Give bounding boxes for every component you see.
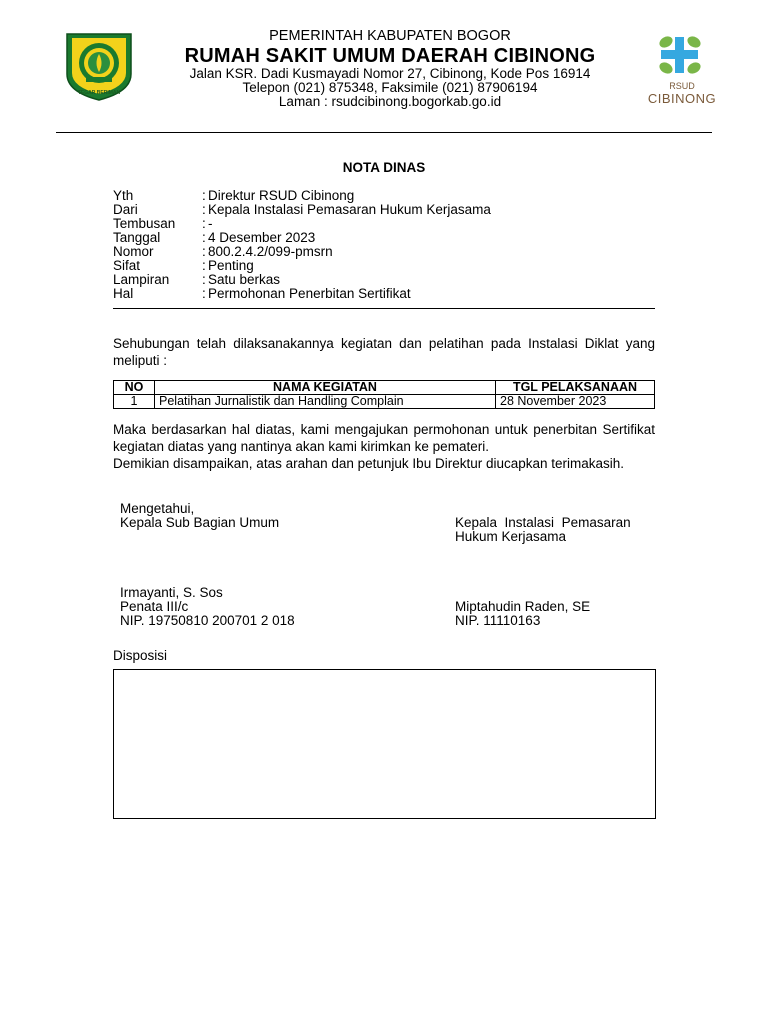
meta-colon: :: [202, 258, 206, 273]
meta-colon: :: [202, 286, 206, 301]
meta-key: Yth: [113, 188, 134, 203]
hospital-name: RUMAH SAKIT UMUM DAERAH CIBINONG: [184, 45, 596, 67]
meta-colon: :: [202, 244, 206, 259]
left-signer-name: Irmayanti, S. Sos: [120, 585, 223, 600]
meta-value: Permohonan Penerbitan Sertifikat: [208, 286, 411, 301]
left-signer-position: Kepala Sub Bagian Umum: [120, 515, 280, 530]
acknowledge-label: Mengetahui,: [120, 501, 195, 516]
meta-value: 800.2.4.2/099-pmsrn: [208, 244, 333, 259]
table-header-no: NO: [114, 381, 155, 395]
table-header-row: [114, 381, 655, 395]
request-paragraph: Maka berdasarkan hal diatas, kami mengajukan permohonan untuk penerbitan Sertifikat kegiatan diatas yang nantinya akan kami kirimkan ke pemateri.: [113, 422, 655, 454]
activity-table: [113, 380, 655, 409]
right-signer-position-line2: Hukum Kerjasama: [455, 529, 567, 544]
hospital-website: Laman : rsudcibinong.bogorkab.go.id: [278, 94, 502, 109]
hospital-phone: Telepon (021) 875348, Faksimile (021) 87906194: [242, 80, 538, 95]
meta-colon: :: [202, 272, 206, 287]
meta-key: Hal: [113, 286, 134, 301]
government-name: PEMERINTAH KABUPATEN BOGOR: [269, 28, 511, 44]
table-header-activity: NAMA KEGIATAN: [155, 381, 496, 395]
document-title: NOTA DINAS: [342, 160, 426, 175]
hospital-address: Jalan KSR. Dadi Kusmayadi Nomor 27, Cibinong, Kode Pos 16914: [189, 66, 591, 81]
intro-paragraph: Sehubungan telah dilaksanakannya kegiatan dan pelatihan pada Instalasi Diklat yang meliputi :: [113, 336, 655, 368]
left-signer-nip: NIP. 19750810 200701 2 018: [120, 613, 295, 628]
meta-value: -: [208, 216, 213, 231]
meta-value: Penting: [208, 258, 254, 273]
closing-paragraph: Demikian disampaikan, atas arahan dan petunjuk Ibu Direktur diucapkan terimakasih.: [113, 456, 625, 471]
right-signer-nip: NIP. 11110163: [455, 613, 541, 628]
meta-key: Dari: [113, 202, 138, 217]
meta-value: Direktur RSUD Cibinong: [208, 188, 355, 203]
meta-value: Kepala Instalasi Pemasaran Hukum Kerjasama: [208, 202, 491, 217]
left-signer-rank: Penata III/c: [120, 599, 189, 614]
rsud-logo-text-bottom: CIBINONG: [647, 91, 717, 106]
meta-colon: :: [202, 216, 206, 231]
meta-key: Tanggal: [113, 230, 161, 245]
table-header-date: TGL PELAKSANAAN: [496, 381, 655, 395]
meta-colon: :: [202, 202, 206, 217]
seal-motto: TEGAR BERIMAN: [77, 90, 121, 96]
right-signer-name: Miptahudin Raden, SE: [455, 599, 591, 614]
meta-key: Tembusan: [113, 216, 176, 231]
rsud-logo-text-top: RSUD: [669, 81, 695, 91]
table-cell-no: 1: [114, 395, 155, 409]
disposition-box: [113, 669, 656, 819]
right-signer-position-line1: Kepala Instalasi Pemasaran: [455, 515, 631, 530]
meta-key: Nomor: [113, 244, 154, 259]
letterhead-divider: [56, 132, 712, 133]
table-row: [114, 395, 655, 409]
meta-colon: :: [202, 188, 206, 203]
cross-leaf-icon: [646, 34, 718, 78]
meta-colon: :: [202, 230, 206, 245]
meta-key: Lampiran: [113, 272, 170, 287]
meta-value: Satu berkas: [208, 272, 281, 287]
meta-divider: [113, 308, 655, 309]
table-cell-date: 28 November 2023: [496, 395, 655, 409]
meta-value: 4 Desember 2023: [208, 230, 316, 245]
table-cell-activity: Pelatihan Jurnalistik dan Handling Complain: [155, 395, 496, 409]
meta-key: Sifat: [113, 258, 141, 273]
disposition-label: Disposisi: [113, 648, 168, 663]
